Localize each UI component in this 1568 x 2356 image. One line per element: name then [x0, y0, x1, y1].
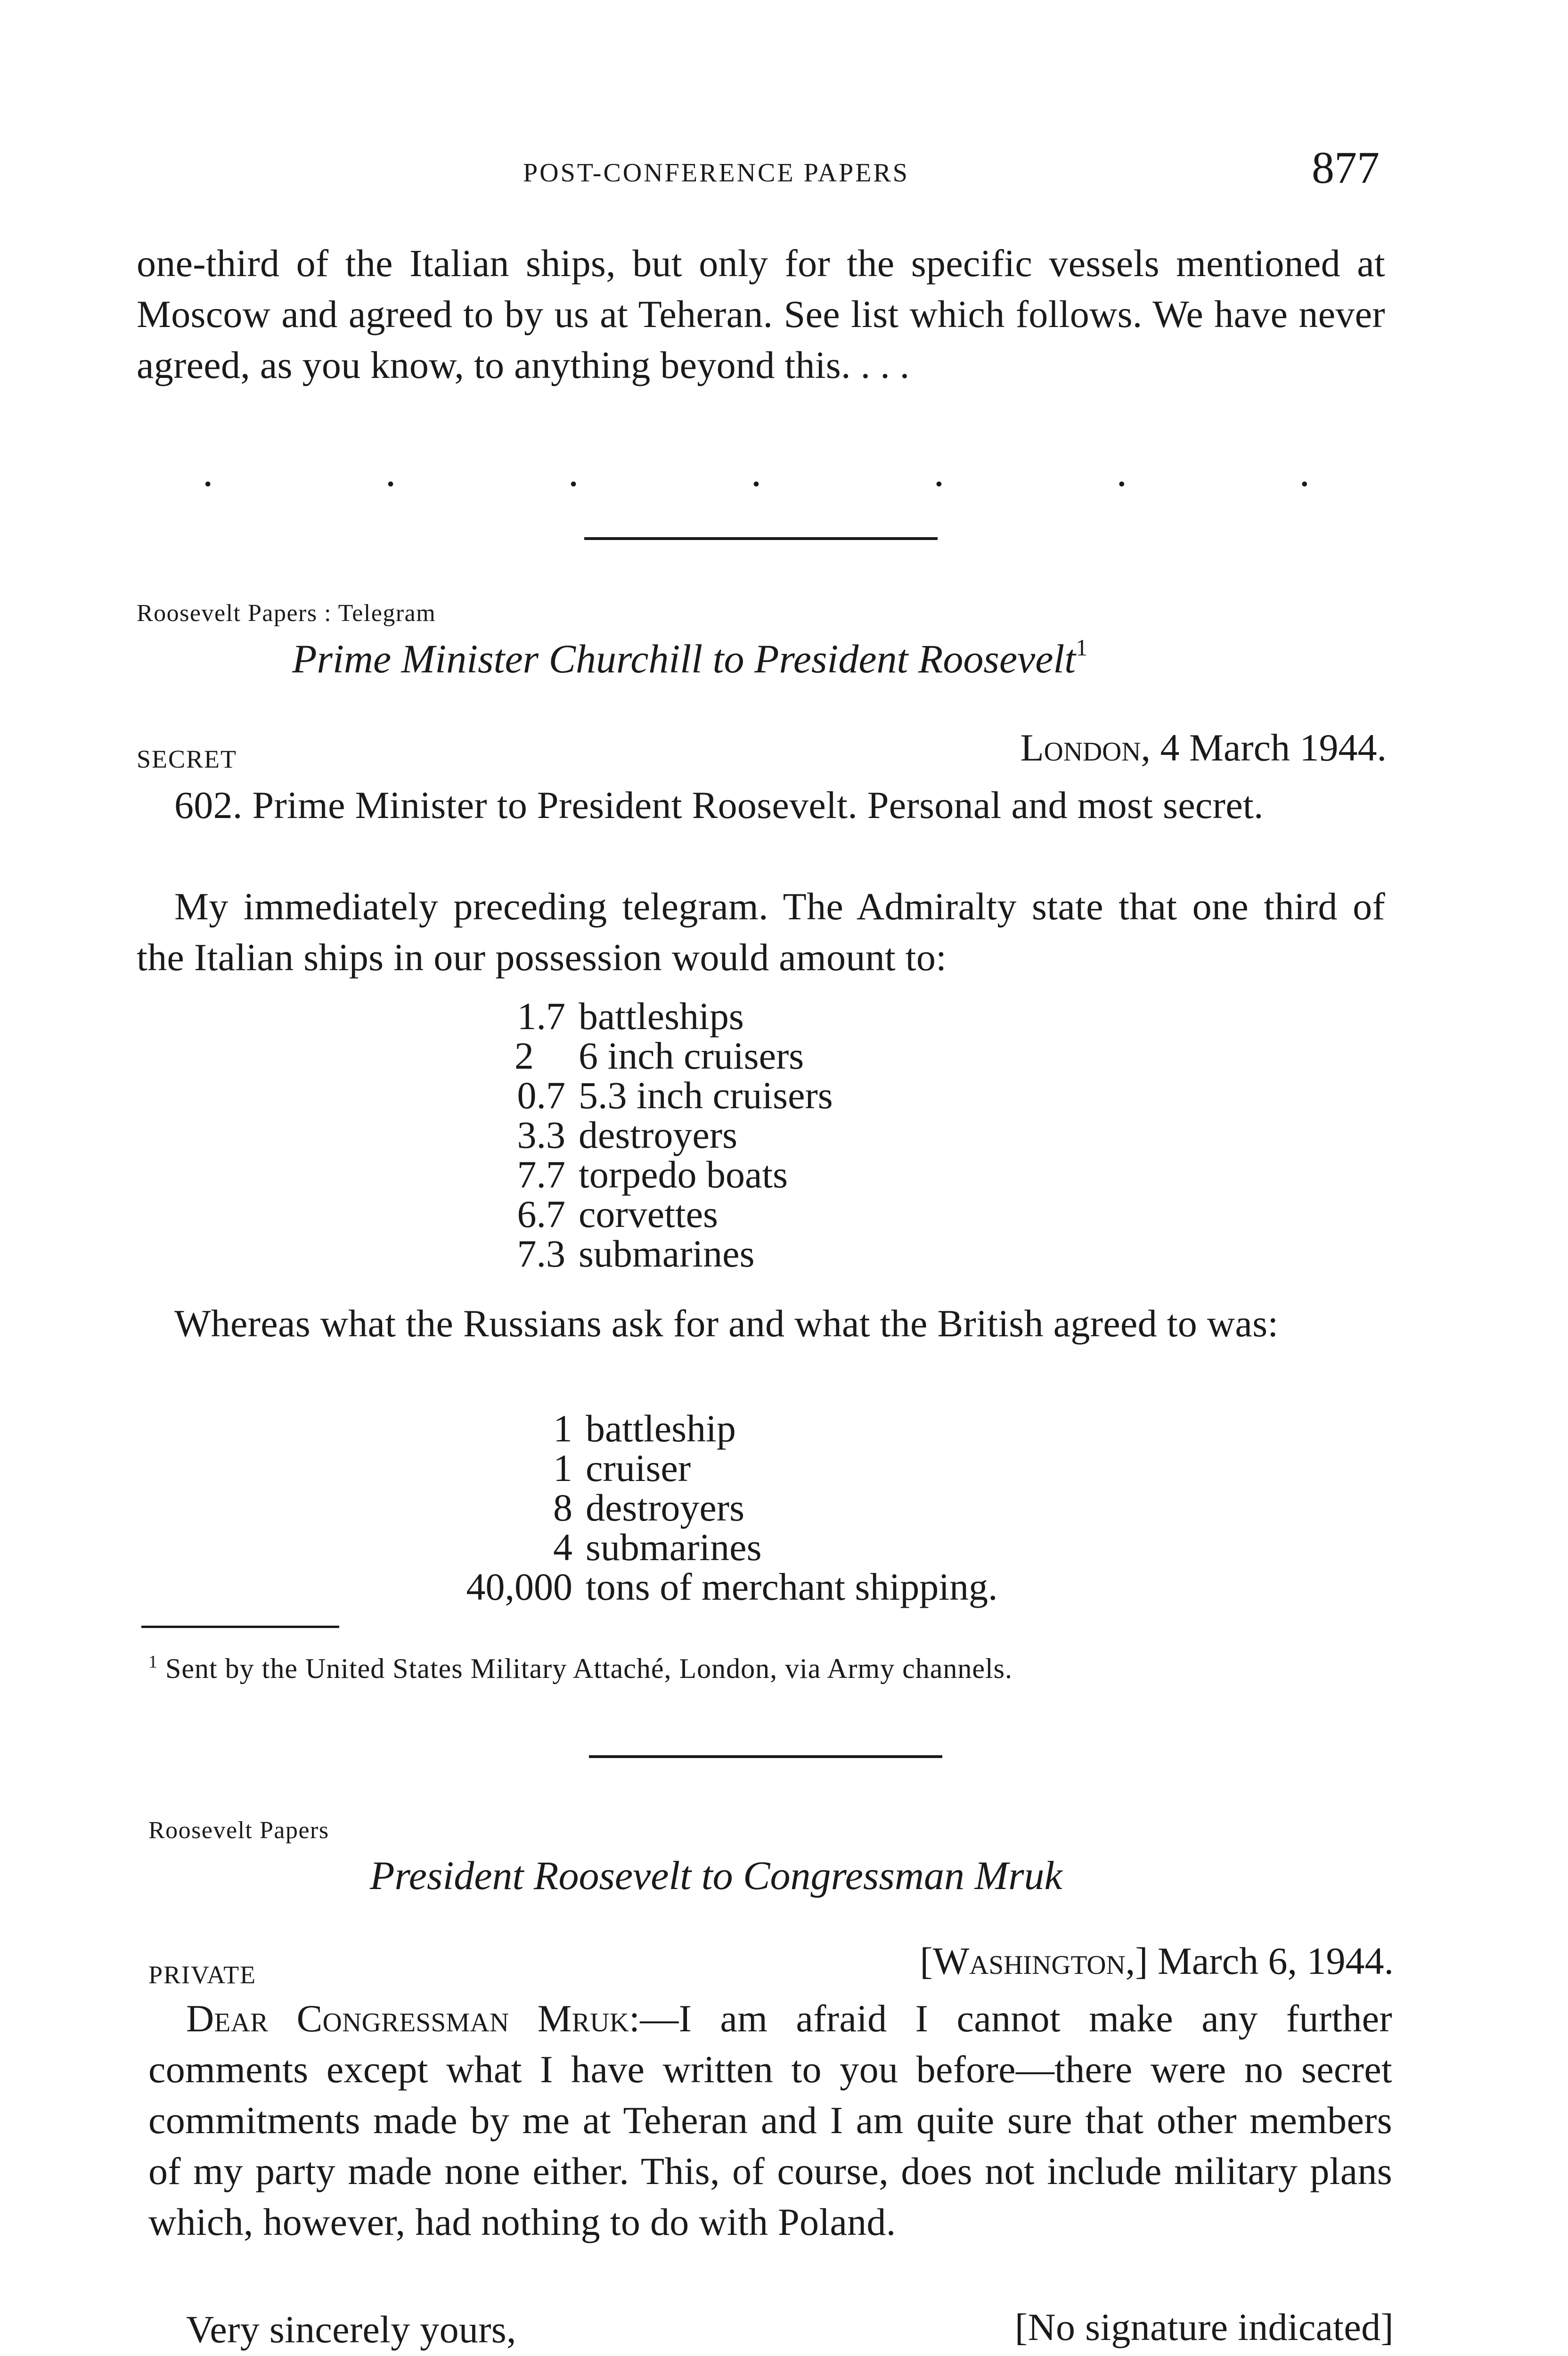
doc2-letter-text: :—I am afraid I cannot make any further comments except what I have written to you before—there were no secret commitments made by me at Teheran and I am quite sure that other members of my party made none either. This, of course, does not include military plans which, however, had nothing to do with Poland.: [148, 1997, 1392, 2243]
running-head: POST-CONFERENCE PAPERS: [523, 158, 909, 188]
list-label: torpedo boats: [579, 1153, 788, 1196]
doc1-date: 4 March 1944.: [1150, 726, 1387, 769]
doc1-place-date: [1021, 726, 1387, 770]
list-qty: 4: [553, 1526, 572, 1569]
list-label: 5.3 inch cruisers: [579, 1074, 833, 1117]
ellipsis-dot: .: [568, 449, 579, 495]
doc1-place: London,: [1020, 726, 1151, 769]
list-label: submarines: [579, 1232, 755, 1275]
doc2-source-label: Roosevelt Papers: [148, 1817, 329, 1844]
footnote-rule: [141, 1626, 339, 1628]
doc2-place-date: [920, 1939, 1394, 1983]
list-item: [438, 1409, 998, 1448]
list-item: [481, 997, 833, 1036]
section-divider: [584, 537, 938, 540]
list-qty: 1.7: [517, 995, 565, 1038]
doc1-list-1: [481, 997, 833, 1274]
list-qty: 7.3: [517, 1232, 565, 1275]
list-qty: 3.3: [517, 1113, 565, 1156]
doc1-classification: SECRET: [137, 745, 237, 773]
list-item: [481, 1194, 833, 1234]
list-qty: 6.7: [517, 1193, 565, 1235]
list-label: corvettes: [579, 1193, 718, 1235]
ellipsis-dots: [203, 448, 1310, 496]
list-label: 6 inch cruisers: [579, 1034, 804, 1077]
doc2-closing: Very sincerely yours,: [186, 2308, 516, 2351]
list-item: [438, 1448, 998, 1488]
doc1-paragraph-1: 602. Prime Minister to President Roosevelt. Personal and most secret.: [174, 784, 1264, 826]
list-item: [438, 1528, 998, 1567]
page-number: 877: [1312, 142, 1380, 193]
ellipsis-dot: .: [1299, 449, 1310, 495]
doc2-signature-note: [No signature indicated]: [1014, 2306, 1394, 2348]
doc2-letter-body: [148, 1993, 1392, 2248]
list-label: battleship: [586, 1407, 736, 1450]
list-item: [438, 1567, 998, 1607]
footnote-text: Sent by the United States Military Attaché, London, via Army channels.: [158, 1653, 1013, 1684]
list-label: tons of merchant shipping.: [586, 1565, 998, 1608]
list-qty: 1: [553, 1407, 572, 1450]
doc1-paragraph-3: Whereas what the Russians ask for and what the British agreed to was:: [174, 1302, 1279, 1345]
list-qty: 40,000: [466, 1565, 572, 1608]
list-item: [481, 1155, 833, 1194]
doc2-classification: PRIVATE: [148, 1961, 257, 1989]
list-item: [481, 1036, 833, 1076]
ellipsis-dot: .: [751, 449, 762, 495]
doc1-source-label: Roosevelt Papers : Telegram: [137, 600, 436, 627]
doc1-title-text: Prime Minister Churchill to President Roosevelt: [292, 636, 1076, 681]
list-item: [481, 1234, 833, 1274]
list-label: battleships: [579, 995, 744, 1038]
list-item: [481, 1076, 833, 1115]
list-qty: 1: [553, 1447, 572, 1489]
doc1-footnote: [148, 1652, 1013, 1685]
ellipsis-dot: .: [203, 449, 213, 495]
list-qty: 7.7: [517, 1153, 565, 1196]
footnote-mark: 1: [148, 1652, 158, 1672]
doc2-salutation: Dear Congressman Mruk: [186, 1997, 629, 2040]
ellipsis-dot: .: [933, 449, 945, 495]
list-qty: 0.7: [517, 1074, 565, 1117]
list-label: destroyers: [579, 1113, 738, 1156]
doc1-title-footnote-mark: 1: [1076, 634, 1088, 661]
list-item: [481, 1115, 833, 1155]
list-item: [438, 1488, 998, 1528]
list-label: cruiser: [586, 1447, 691, 1489]
opening-paragraph: one-third of the Italian ships, but only for the specific vessels mentioned at Moscow and agreed to by us at Teheran. See list which follows. We have never agreed, as you know, to anything beyond this. . . .: [137, 242, 1385, 386]
doc1-paragraph-2: My immediately preceding telegram. The Admiralty state that one third of the Italian ships in our possession would amount to:: [137, 885, 1385, 979]
list-qty: 2: [514, 1034, 534, 1077]
doc2-place: [Washington,]: [920, 1939, 1148, 1982]
list-qty: 8: [553, 1486, 572, 1529]
section-divider: [589, 1755, 942, 1758]
ellipsis-dot: .: [1116, 449, 1127, 495]
doc1-title: [292, 634, 1087, 682]
ellipsis-dot: .: [385, 449, 396, 495]
list-label: destroyers: [586, 1486, 745, 1529]
doc2-title: President Roosevelt to Congressman Mruk: [370, 1853, 1062, 1898]
doc2-date: March 6, 1944.: [1148, 1939, 1394, 1982]
doc1-list-2: [438, 1409, 998, 1607]
list-label: submarines: [586, 1526, 762, 1569]
